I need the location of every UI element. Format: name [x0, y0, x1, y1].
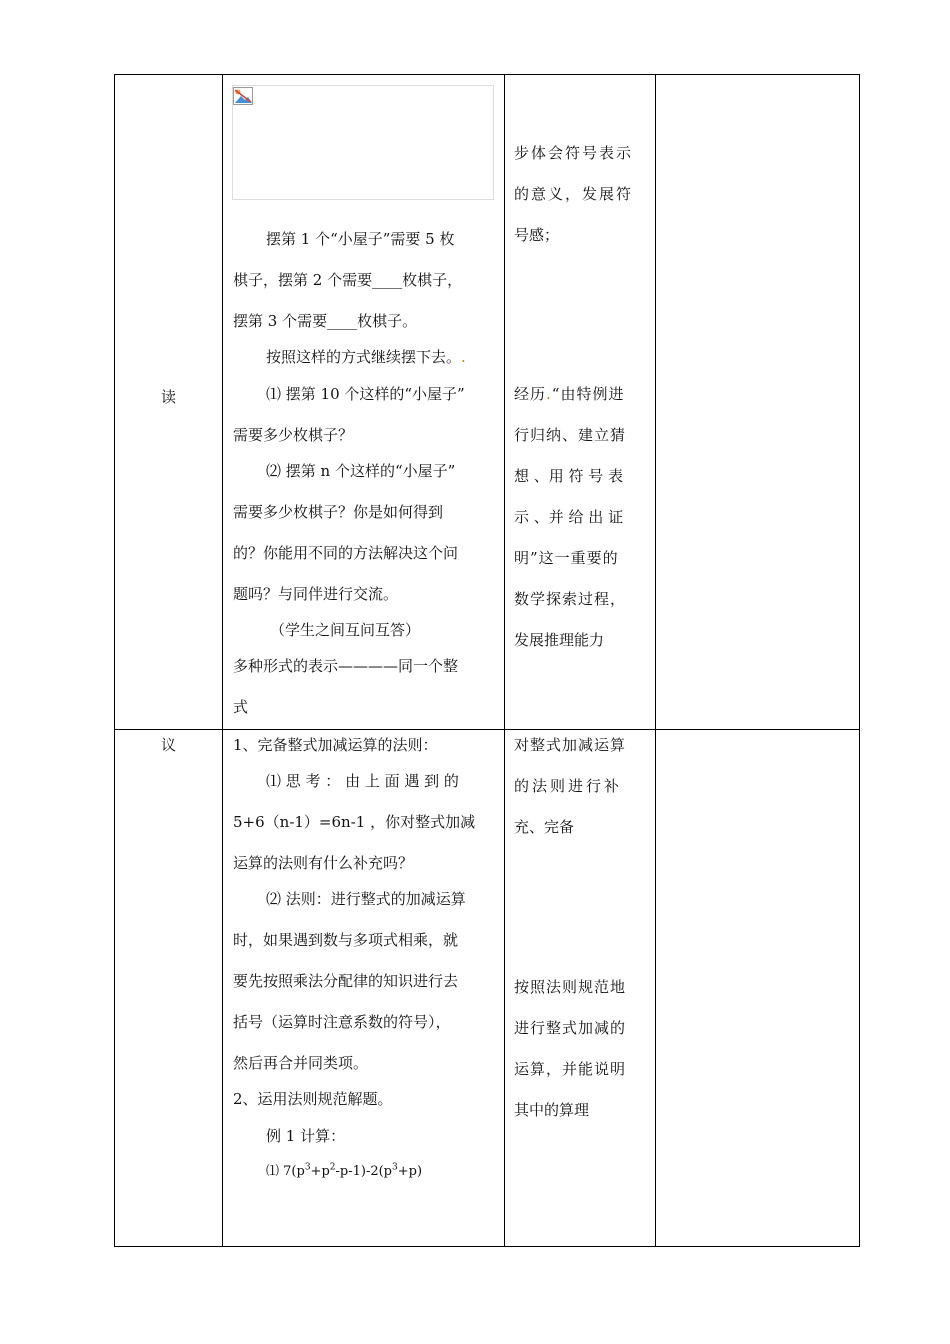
read-line-10: 题吗？与同伴进行交流。 — [233, 585, 399, 603]
lesson-table — [114, 74, 860, 1247]
discuss-line-3: 5+6（n-1）=6n-1 ，你对整式加减 — [233, 813, 476, 831]
read-line-9: 的？你能用不同的方法解决这个问 — [233, 544, 459, 562]
read-line-12: 多种形式的表示————同一个整 — [233, 657, 459, 675]
read-line-3: 摆第 3 个需要____枚棋子。 — [233, 312, 418, 330]
read-line-8: 需要多少枚棋子？你是如何得到 — [233, 503, 444, 521]
discuss-line-5: ⑵ 法则：进行整式的加减运算 — [266, 890, 466, 908]
read-intent-6: 想 、用 符 号 表 — [514, 467, 624, 485]
read-intent-3: 号感； — [514, 226, 560, 244]
read-line-13: 式 — [233, 698, 249, 716]
discuss-line-1: 1、完备整式加减运算的法则： — [233, 736, 438, 754]
read-line-5: ⑴ 摆第 10 个这样的“小屋子” — [266, 385, 465, 403]
row-label-read: 读 — [161, 388, 177, 406]
discuss-line-6: 时，如果遇到数与多项式相乘，就 — [233, 931, 459, 949]
decorative-dot: . — [461, 348, 466, 366]
discuss-line-7: 要先按照乘法分配律的知识进行去 — [233, 972, 459, 990]
read-intent-4: 经历.“由特例进 — [514, 385, 625, 403]
decorative-dot: . — [546, 385, 552, 403]
discuss-line-8: 括号（运算时注意系数的符号）， — [233, 1013, 451, 1031]
read-intent-9: 数学探索过程， — [514, 590, 627, 608]
figure-placeholder — [232, 85, 494, 200]
discuss-line-10: 2、运用法则规范解题。 — [233, 1090, 393, 1108]
discuss-intent-3: 充、完备 — [514, 818, 575, 836]
discuss-formula: ⑴ $7(p^3+p^2-p-1)-2(p^3+p)$ — [266, 1162, 423, 1179]
read-intent-1: 步体会符号表示 — [514, 144, 634, 162]
discuss-intent-5: 进行整式加减的 — [514, 1019, 627, 1037]
read-intent-10: 发展推理能力 — [514, 631, 605, 649]
discuss-intent-4: 按照法则规范地 — [514, 978, 627, 996]
row-label-discuss: 议 — [161, 736, 177, 754]
discuss-line-2: ⑴ 思 考 ： 由 上 面 遇 到 的 — [266, 772, 459, 790]
read-line-1: 摆第 1 个“小屋子”需要 5 枚 — [266, 230, 455, 248]
read-line-4: 按照这样的方式继续摆下去。. — [266, 348, 466, 366]
discuss-intent-7: 其中的算理 — [514, 1101, 590, 1119]
discuss-intent-6: 运算，并能说明 — [514, 1060, 627, 1078]
read-intent-2: 的意义，发展符 — [514, 185, 634, 203]
read-intent-7: 示 、并 给 出 证 — [514, 508, 624, 526]
read-line-6: 需要多少枚棋子？ — [233, 426, 354, 444]
discuss-line-11: 例 1 计算： — [266, 1127, 346, 1145]
discuss-line-9: 然后再合并同类项。 — [233, 1054, 369, 1072]
read-line-7: ⑵ 摆第 n 个这样的“小屋子” — [266, 462, 456, 480]
discuss-intent-2: 的法则进行补 — [514, 777, 623, 795]
read-intent-5: 行归纳、建立猜 — [514, 426, 627, 444]
column-divider-1 — [222, 74, 223, 1247]
discuss-intent-1: 对整式加减运算 — [514, 736, 627, 754]
column-divider-3 — [655, 74, 656, 1247]
row-divider — [114, 729, 859, 730]
read-line-11: （学生之间互问互答） — [270, 621, 421, 639]
discuss-line-4: 运算的法则有什么补充吗？ — [233, 854, 414, 872]
read-intent-8: 明”这一重要的 — [514, 549, 619, 567]
broken-image-icon — [233, 87, 253, 105]
column-divider-2 — [504, 74, 505, 1247]
read-line-2: 棋子，摆第 2 个需要____枚棋子， — [233, 271, 463, 289]
